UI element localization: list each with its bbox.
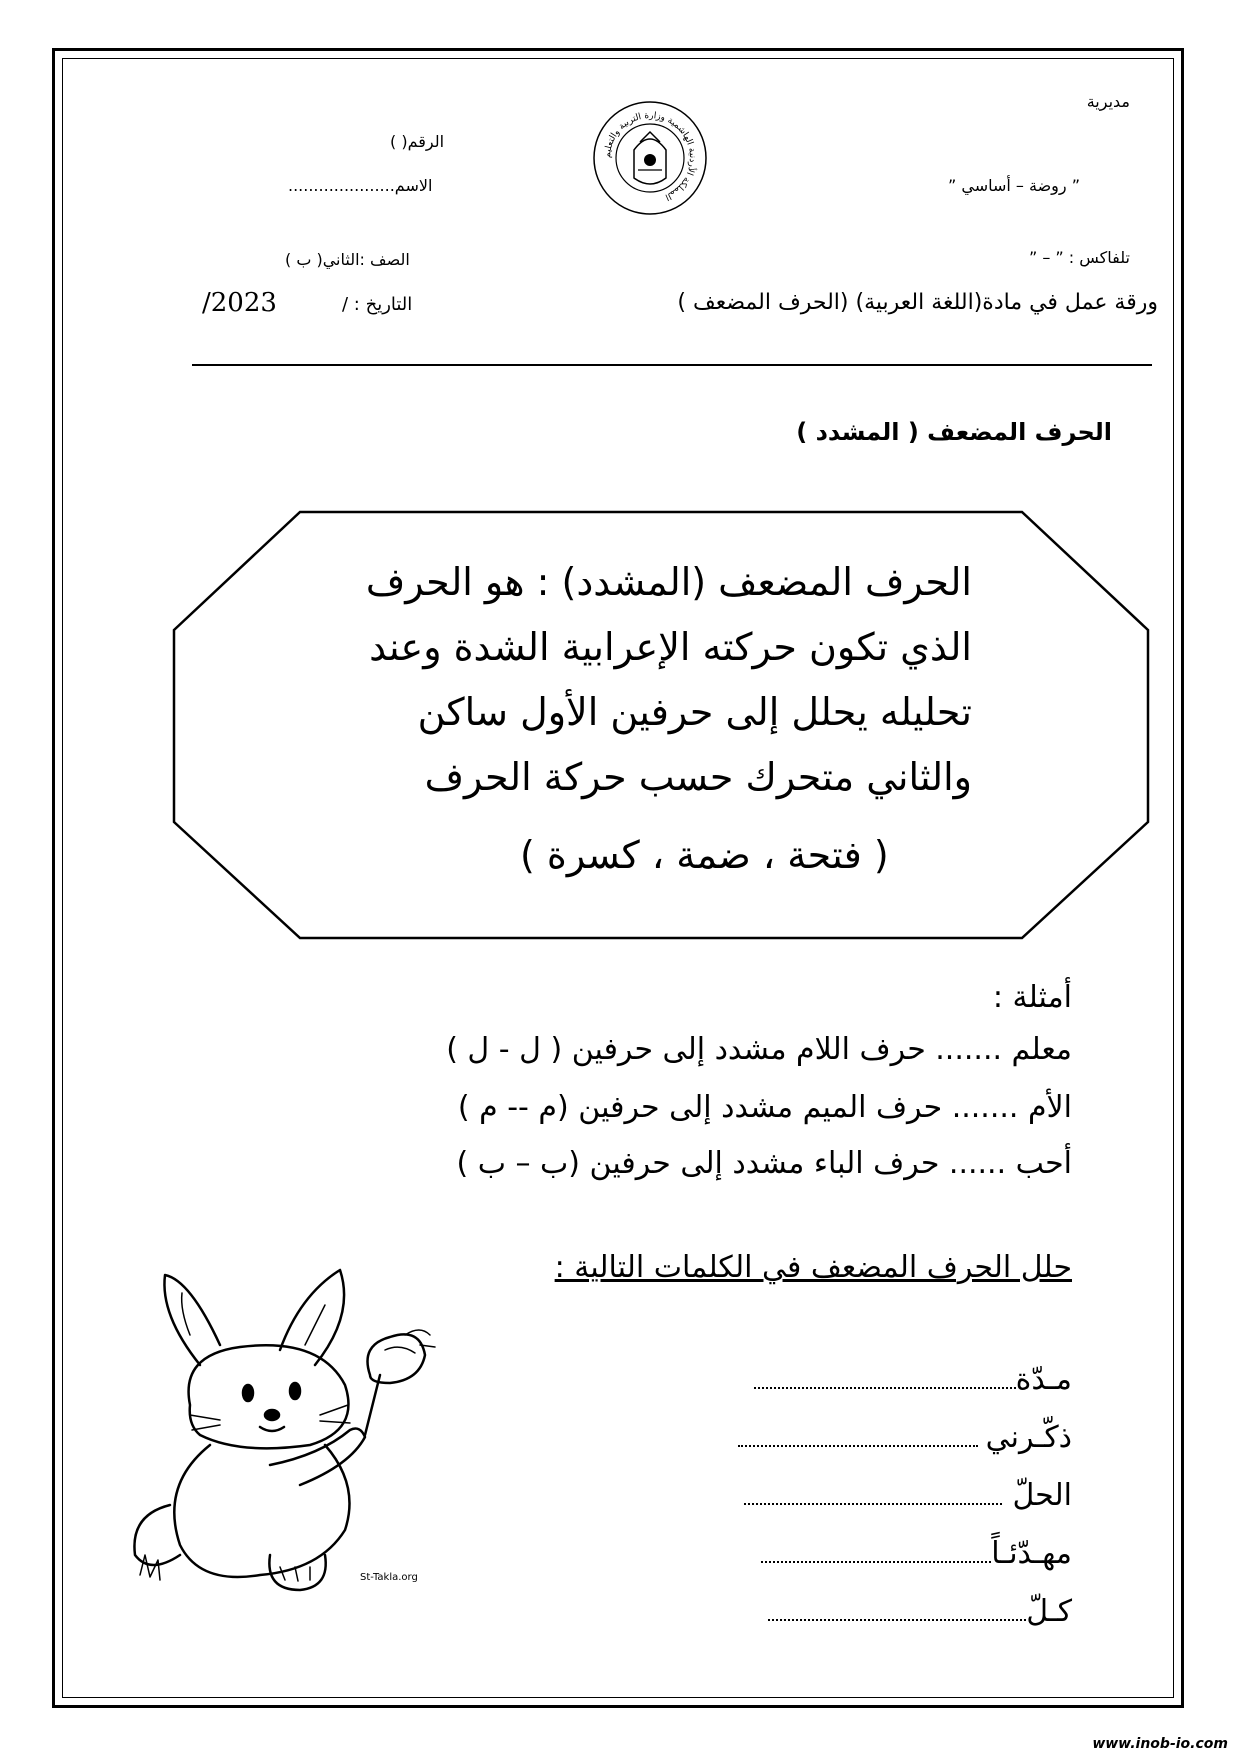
number-field: الرقم( ) — [390, 132, 445, 151]
grade-field: الصف :الثاني( ب ) — [285, 250, 410, 269]
seal-text: المملكة الأردنية الهاشمية وزارة التربية والتعليم — [602, 110, 698, 202]
answer-blank[interactable] — [754, 1367, 1016, 1389]
answer-blank[interactable] — [738, 1425, 978, 1447]
example-item: معلم ....... حرف اللام مشدد إلى حرفين ( ل - ل ) — [446, 1032, 1072, 1067]
answer-blank[interactable] — [744, 1483, 1002, 1505]
exercise-row — [738, 1420, 1072, 1455]
exercise-word: الحلّ — [1012, 1478, 1072, 1513]
ministry-seal-icon — [590, 98, 710, 218]
exercise-word: كـلّ — [1026, 1594, 1072, 1629]
illustration-credit: St-Takla.org — [360, 1572, 418, 1583]
exercise-row — [754, 1362, 1072, 1397]
exercise-instruction: حلل الحرف المضعف في الكلمات التالية : — [554, 1250, 1072, 1285]
footer-url: www.inob-io.com — [1092, 1736, 1228, 1752]
date-year: /2023 — [202, 288, 277, 318]
exercise-row — [768, 1594, 1072, 1629]
definition-line: تحليله يحلل إلى حرفين الأول ساكن — [417, 690, 972, 734]
date-label: التاريخ : / — [342, 294, 413, 315]
fax-label: تلفاكس : ” – ” — [1028, 248, 1130, 267]
school-label: ” روضة – أساسي ” — [947, 176, 1080, 195]
definition-line: الذي تكون حركته الإعرابية الشدة وعند — [369, 625, 972, 669]
exercise-row — [744, 1478, 1072, 1513]
definition-line: والثاني متحرك حسب حركة الحرف — [424, 755, 972, 799]
example-item: الأم ....... حرف الميم مشدد إلى حرفين (م -- م ) — [457, 1090, 1072, 1125]
exercise-word: ذكّـرني — [985, 1420, 1072, 1455]
directorate-label: مديرية — [1086, 92, 1130, 111]
worksheet-title: ورقة عمل في مادة(اللغة العربية) (الحرف المضعف ) — [677, 290, 1158, 315]
definition-line: الحرف المضعف (المشدد) : هو الحرف — [365, 560, 972, 604]
definition-vowels: ( فتحة ، ضمة ، كسرة ) — [520, 833, 889, 877]
examples-heading: أمثلة : — [992, 980, 1072, 1015]
definition-text — [352, 550, 972, 810]
answer-blank[interactable] — [761, 1541, 991, 1563]
exercise-word: مـدّة — [1015, 1362, 1072, 1397]
answer-blank[interactable] — [768, 1599, 1026, 1621]
exercise-word: مهـدّئـاً — [991, 1536, 1072, 1571]
name-field: الاسم..................... — [288, 176, 433, 195]
section-title: الحرف المضعف ( المشدد ) — [796, 418, 1112, 446]
bunny-illustration — [120, 1255, 480, 1600]
example-item: أحب ...... حرف الباء مشدد إلى حرفين (ب – ب ) — [456, 1146, 1072, 1181]
exercise-row — [761, 1536, 1072, 1571]
header-divider — [192, 364, 1152, 366]
